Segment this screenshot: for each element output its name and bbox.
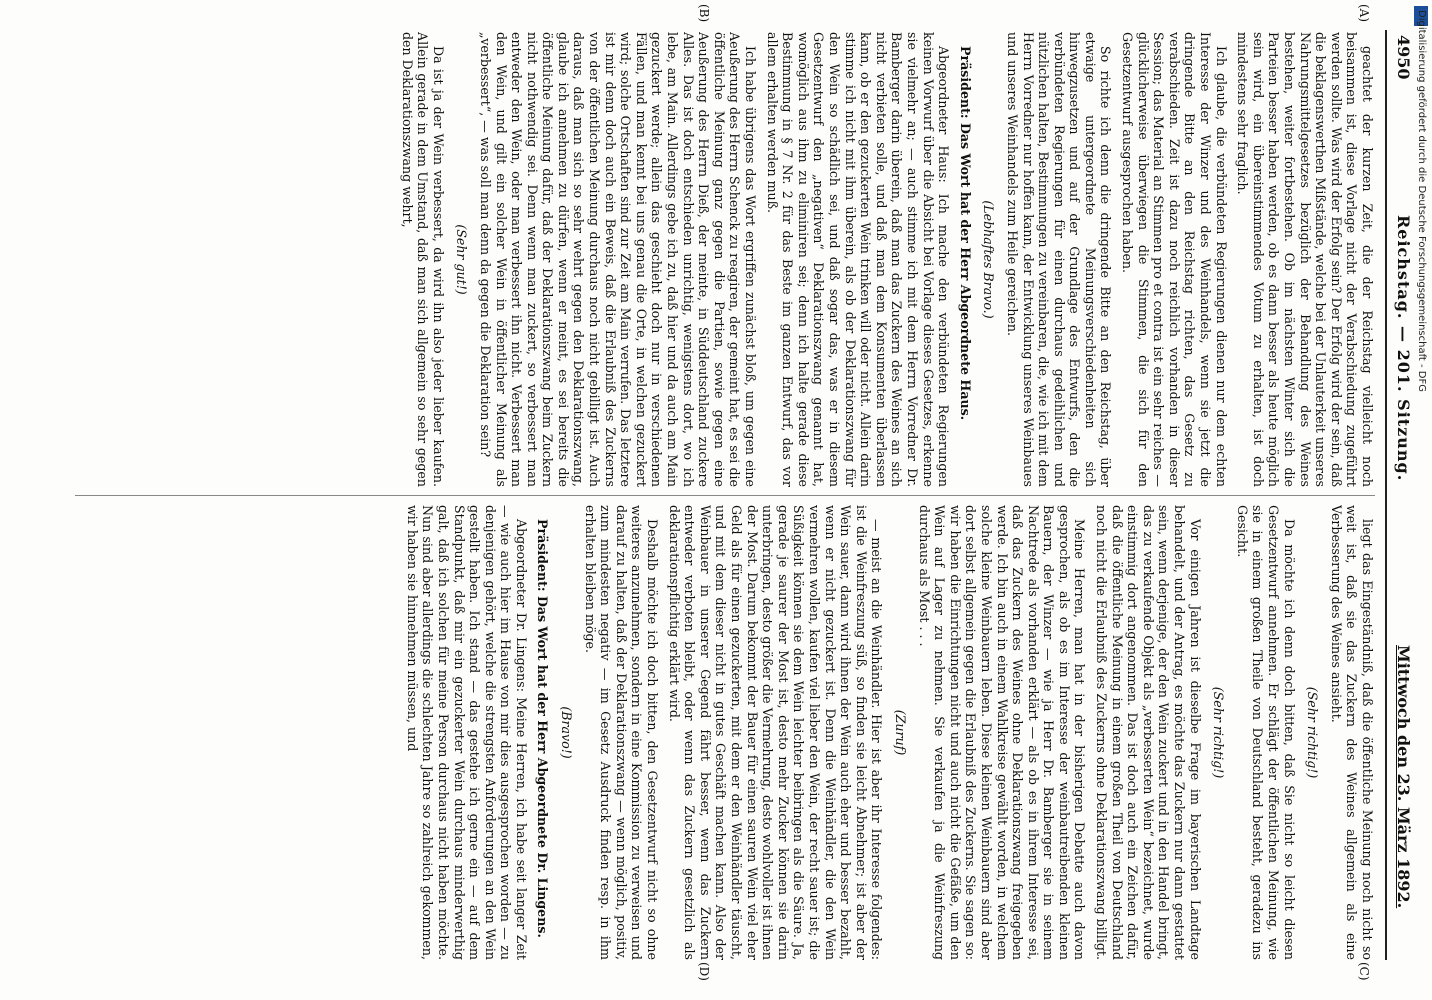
interjection: (Sehr gut!) <box>454 224 470 295</box>
margin-letter-b: (B) <box>697 4 711 23</box>
paragraph: Ich habe übrigens das Wort ergriffen zunächst bloß, um gegen eine Aeußerung des Herrn Schenck zu reagiren, der gemeint hat, es sei die öffentliche Meinung ganz gegen die Partien, sowie gegen eine Aeußerung des Herrn Dieß, der meinte, in Süddeutschland zuckere Alles. Das ist doch entschieden unrichtig, wenigstens dort, wo ich lebe, am Main. Allerdings gebe ich zu, daß hier und da auch am Main gezuckert werde; allein das geschieht doch nur in verschiedenen Fällen, und man kennt bei uns genau die Orte, in welchen gezuckert wird; solche Ortschaften sind zur Zeit am Main verrufen. Das letztere ist mir denn doch auch ein Beweis, daß die Erlaubniß des Zuckerns von der öffentlichen Meinung durchaus noch nicht gebilligt ist. Auch daraus, daß man sich so sehr wehrt gegen den Deklarationszwang, glaube ich annehmen zu dürfen, wenn er meint, es sei bereits die öffentliche Meinung dafür, daß der Deklarationszwang beim Zuckern nicht nothwendig sei. Denn wenn man zuckert, so verbessert man entweder den Wein, oder man verbessert ihn nicht. Verbessert man den Wein, und gilt ein solcher Wein in öffentlicher Meinung als „verbessert“, — was soll man denn da gegen die Deklaration sein? <box>477 32 759 487</box>
interjection: (Sehr richtig!) <box>1211 686 1227 779</box>
column-divider <box>75 495 1375 496</box>
paragraph: Da ist ja der Wein verbessert, da wird ihn also jeder lieber kaufen. Allein gerade in dem Umstand, daß man sich allgemein so sehr gegen den Deklarationszwang wehrt, <box>399 32 446 487</box>
margin-letter-a: (A) <box>1357 4 1371 23</box>
session-date: Mittwoch den 23. März 1892. <box>1394 645 1413 909</box>
margin-letter-c: (C) <box>1357 962 1371 981</box>
paragraph: geachtet der kurzen Zeit, die der Reichstag vielleicht noch beisammen ist, diese Vorlage nicht der Verabschiedung zugeführt werden sollte. Was wird der Erfolg sein? Der Erfolg wird der sein, daß die beklagenswerthen Mißstände, welche bei der Unlauterkeit unseres Nahrungsmittelgesetzes bezüglich der Behandlung des Weines bestehen, weiter fortbestehen. Ob im nächsten Winter sich die Parteien besser haben werden, ob es dann besser als heute möglich sein wird, ein übereinstimmendes Votum zu erhalten, ist doch mindestens sehr fraglich. <box>1235 32 1375 487</box>
interjection: (Zuruf) <box>892 709 908 756</box>
paragraph: liegt das Eingeständniß, daß die öffentliche Meinung noch nicht so weit ist, daß sie das Zuckern des Weines allgemein als eine Verbesserung des Weines ansieht. <box>1328 505 1375 960</box>
credit-text: Digitalisierung gefördert durch die Deutsche Forschungsgemeinschaft - DFG <box>1416 10 1427 393</box>
paragraph: Meine Herren, man hat in der bisherigen Debatte auch davon gesprochen, als ob es im Interesse der weinbautreibenden kleinen Bauern, der Winzer — wie ja Herr Dr. Bamberger sie in seinem Nachtrede als vorhanden erklärt — als ob es in ihrem Interesse sei, daß das Zuckern des Weines ohne Deklarationszwang freigegeben werde. Ich bin auch in einem Wahlkreise gewählt worden, in welchem solche kleine Weinbauern leben. Diese kleinen Weinbauern sind aber dort selbst allgemein gegen die Erlaubniß des Zuckerns. Sie sagen so: wir haben die Einrichtungen nicht und auch nicht die Gefäße, um den Wein auf Lager zu nehmen. Sie verkaufen ja die Weinfreszung durchaus als Most . . . <box>916 505 1088 960</box>
digitization-credit <box>1413 10 1429 990</box>
interjection: (Bravo!) <box>559 706 575 759</box>
speaker-line: Präsident: Das Wort hat der Herr Abgeordnete Dr. Lingens. <box>535 519 551 938</box>
paragraph: So richte ich denn die dringende Bitte an den Reichstag, über etwaige untergeordnete Meinungsverschiedenheiten sich hinwegzusetzen und auf der Grundlage des Entwurfs, den die verbündeten Regierungen für einen durchaus gedeihlichen und nützlichen halten, Bestimmungen zu vereinbaren, die, wie ich mit dem Herrn Vorredner nur hoffen kann, der Entwicklung unseres Weinbaues und unseres Weinhandels zum Heile gereichen. <box>1004 32 1114 487</box>
header-rule <box>1385 30 1387 960</box>
rotated-page-content <box>51 0 1431 990</box>
paragraph: — meist an die Weinhändler. Hier ist aber ihr Interesse folgendes: ist die Weinfreszung süß, so finden sie leicht Abnehmer; ist aber der Wein sauer, dann wird ihnen der Wein auch eher und besser bezahlt, wenn er nicht gezuckert ist. Denn die Weinhändler, die den Wein vermehren wollen, kaufen viel lieber den Wein, der recht sauer ist; die Süßigkeit können sie dem Wein leichter beibringen als die Säure. Ja, gerade je saurer der Most ist, desto mehr Zucker können sie darin unterbringen, desto größer die Vermehrung, desto wohlvoller ist ihnen der Most. Darum bekommt der Bauer für einen sauren Wein viel eher Geld als für einen gezuckerten, mit dem er den Weinhändler täuscht, und mit dem dieser nicht in gutes Geschäft machen kann. Also der Weinbauer in unserer Gegend fährt besser, wenn das Zuckern entweder verboten bleibt, oder wenn das Zuckern gesetzlich als deklarationspflichtig erklärt wird. <box>666 505 885 960</box>
paragraph: Abgeordneter Haus: Ich mache den verbündeten Regierungen keinen Vorwurf über die Absicht bei Vorlage dieses Gesetzes, erkenne sie vielmehr an; — auch stimme ich mit dem Herrn Vorredner Dr. Bamberger darin überein, daß man das Zuckern des Weines an sich nicht verbieten solle, und daß man dem Konsumenten überlassen kann, ob er den gezuckerten Wein trinken will oder nicht. Allein darin stimme ich nicht mit ihm überein, als ob der Deklarationszwang für den Wein so schädlich sei, und daß sogar das, was er in diesem Gesetzentwurf den „negativen“ Deklarationszwang genannt hat, womöglich aus ihm zu eliminiren sei; denn ich halte gerade diese Bestimmung in § 7 Nr. 2 für das Beste im ganzen Entwurf, das vor allem erhalten werden muß. <box>764 32 952 487</box>
speaker-line: Präsident: Das Wort hat der Herr Abgeordnete Haus. <box>957 46 973 421</box>
paragraph: Abgeordneter Dr. Lingens: Meine Herren, ich habe seit langer Zeit — wie auch hier im Hause von mir dies ausgesprochen worden — zu denjenigen gehört, welche die strengsten Anforderungen an den Wein gestellt haben. Ich stand — das gestehe ich gerne ein — auf dem Standpunkt, daß mir ein gezuckerter Wein durchaus minderwerthig galt, daß ich solchen für meine Person durchaus nicht haben möchte. Nun sind aber allerdings die schlechten Jahre so zahlreich gekommen, wir haben sie hinnehmen müssen, und <box>404 505 529 960</box>
page-number: 4950 <box>1394 35 1413 80</box>
margin-letter-d: (D) <box>697 962 711 981</box>
text-column-right <box>65 505 1375 960</box>
paragraph: Da möchte ich denn doch bitten, daß Sie nicht so leicht diesen Gesetzentwurf annehmen. Er schlägt der öffentlichen Meinung, wie sie in einem großen Theile von Deutschland besteht, geradezu ins Gesicht. <box>1234 505 1297 960</box>
session-title: Reichstag. — 201. Sitzung. <box>1394 215 1413 482</box>
text-column-left <box>65 32 1375 487</box>
paragraph: Ich glaube, die verbündeten Regierungen dienen nur dem echten Interesse der Winzer und des Weinhandels, wenn sie jetzt die dringende Bitte an den Reichstag richten, das Gesetz zu verabschieden. Zeit ist dazu noch reichlich vorhanden in dieser Session; das Material an Stimmen pro et contra ist ein sehr reiches — glücklicherweise überwiegen die Stimmen, die sich für den Gesetzentwurf ausgesprochen haben. <box>1120 32 1229 487</box>
interjection: (Sehr richtig!) <box>1305 686 1321 779</box>
paragraph: Vor einigen Jahren ist dieselbe Frage im bayerischen Landtage behandelt, und der Antrag, es möchte das Zuckern nur dann gestattet sein, wenn derjenige, der den Wein zuckert und in den Handel bringt, das zu verkaufende Objekt als „verbesserten Wein“ bezeichnet, wurde einstimmig dort angenommen. Das ist doch auch ein Zeichen dafür, daß die öffentliche Meinung in einem großen Theil von Deutschland noch nicht die Erlaubniß des Zuckerns ohne Deklarationszwang billigt. <box>1094 505 1203 960</box>
interjection: (Lebhaftes Bravo.) <box>981 200 997 319</box>
paragraph: Deshalb möchte ich doch bitten, den Gesetzentwurf nicht so ohne weiteres anzunehmen, sondern in eine Kommission zu verweisen und darauf zu halten, daß der Deklarationszwang — wenn möglich, positiv, zum mindesten negativ — im Gesetz Ausdruck finden resp. in ihm erhalten bleiben möge. <box>582 505 661 960</box>
